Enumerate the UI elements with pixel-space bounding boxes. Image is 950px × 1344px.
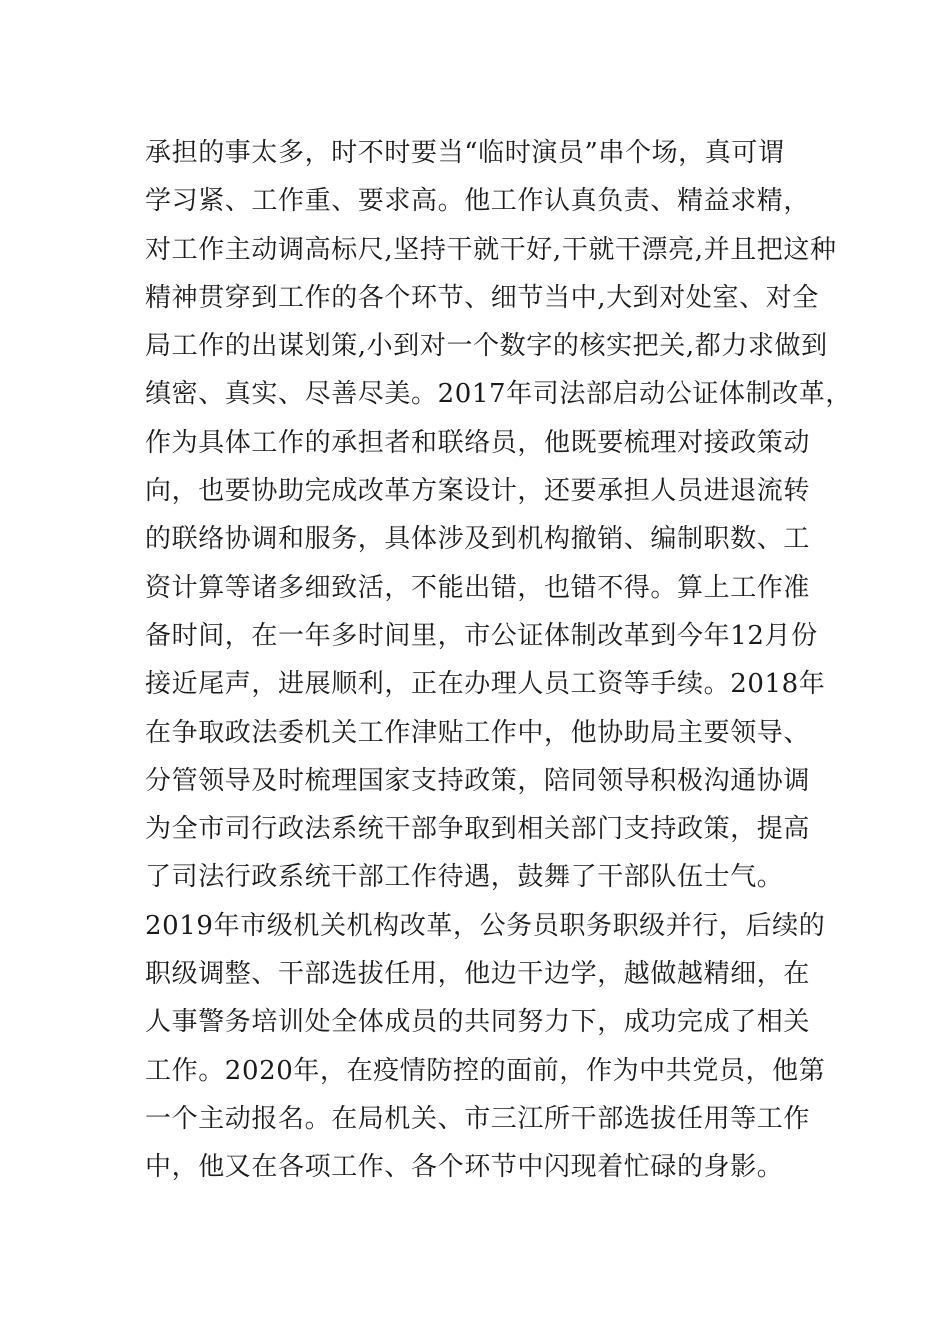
text-line: 中，他又在各项工作、各个环节中闪现着忙碌的身影。 [145,1152,784,1183]
text-line: 2019年市级机关机构改革，公务员职务职级并行，后续的 [145,910,826,941]
text-line: 接近尾声，进展顺利，正在办理人员工资等手续。2018年 [145,669,826,700]
text-line: 人事警务培训处全体成员的共同努力下，成功完成了相关 [145,1007,811,1038]
text-line: 在争取政法委机关工作津贴工作中，他协助局主要领导、 [145,717,811,748]
text-line: 资计算等诸多细致活，不能出错，也错不得。算上工作准 [145,572,811,603]
text-line: 精神贯穿到工作的各个环节、细节当中,大到对处室、对全 [145,282,819,313]
text-line: 承担的事太多，时不时要当“临时演员”串个场，真可谓 [145,138,785,168]
text-line: 职级调整、干部选拔任用，他边干边学，越做越精细，在 [145,959,811,990]
text-line: 为全市司行政法系统干部争取到相关部门支持政策，提高 [145,814,811,845]
text-line: 的联络协调和服务，具体涉及到机构撤销、编制职数、工 [145,524,811,555]
text-line: 一个主动报名。在局机关、市三江所干部选拔任用等工作 [145,1103,811,1134]
text-line: 向，也要协助完成改革方案设计，还要承担人员进退流转 [145,476,811,507]
text-line: 备时间，在一年多时间里，市公证体制改革到今年12月份 [145,620,818,651]
text-line: 缜密、真实、尽善尽美。2017年司法部启动公证体制改革， [145,379,852,410]
text-line: 了司法行政系统干部工作待遇，鼓舞了干部队伍士气。 [145,862,784,893]
text-line: 工作。2020年，在疫情防控的面前，作为中共党员，他第 [145,1055,826,1086]
text-line: 对工作主动调高标尺,坚持干就干好,干就干漂亮,并且把这种 [145,234,837,265]
text-line: 作为具体工作的承担者和联络员，他既要梳理对接政策动 [145,427,811,458]
text-line: 分管领导及时梳理国家支持政策，陪同领导积极沟通协调 [145,765,811,796]
text-line: 局工作的出谋划策,小到对一个数字的核实把关,都力求做到 [145,331,828,362]
body-paragraph [145,129,852,1192]
text-line: 学习紧、工作重、要求高。他工作认真负责、精益求精， [145,186,811,217]
